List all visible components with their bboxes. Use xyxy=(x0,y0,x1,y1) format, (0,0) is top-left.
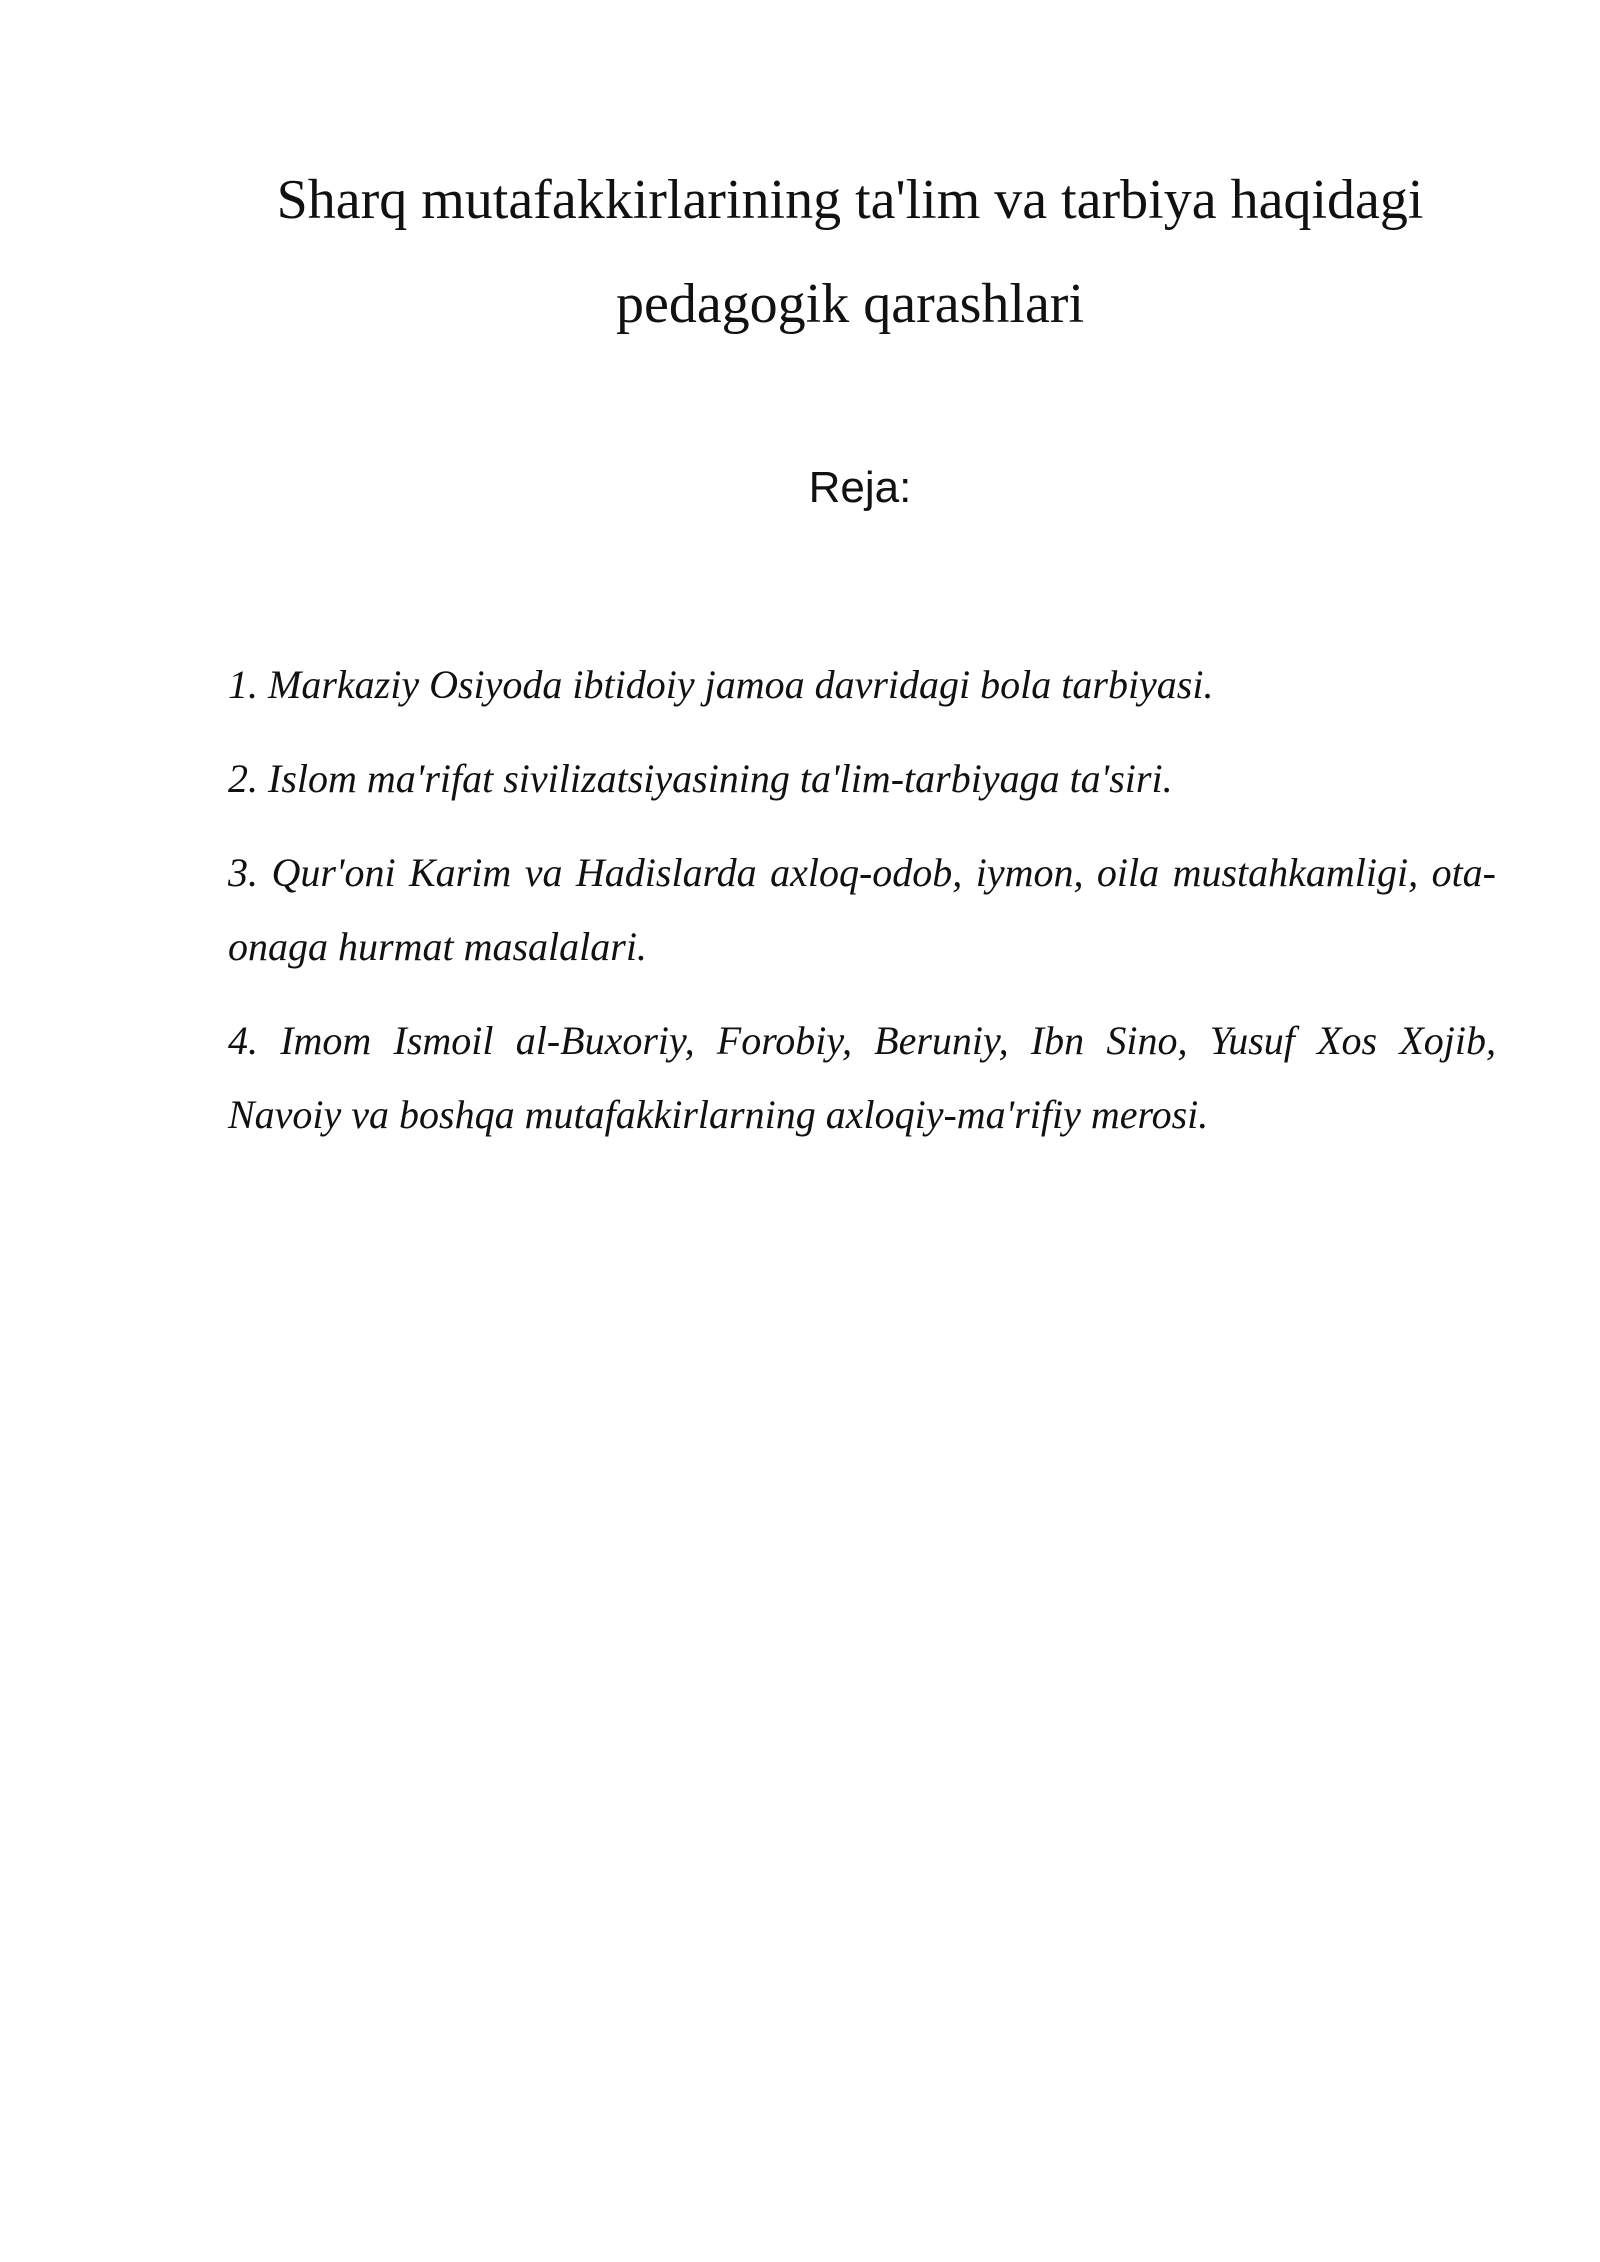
document-title xyxy=(200,148,1500,356)
title-line-1: Sharq mutafakkirlarining ta'lim va tarbiya haqidagi xyxy=(276,169,1424,231)
plan-item-4: 4. Imom Ismoil al-Buxoriy, Forobiy, Beruniy, Ibn Sino, Yusuf Xos Xojib, Navoiy va boshqa mutafakkirlarning axloqiy-ma'rifiy merosi. xyxy=(228,1018,1496,1137)
plan-item-3: 3. Qur'oni Karim va Hadislarda axloq-odob, iymon, oila mustahkamligi, ota-onaga hurmat masalalari. xyxy=(228,850,1496,969)
plan-item-1: 1. Markaziy Osiyoda ibtidoiy jamoa davridagi bola tarbiyasi. xyxy=(228,662,1214,707)
plan-item-2: 2. Islom ma'rifat sivilizatsiyasining ta'lim-tarbiyaga ta'siri. xyxy=(228,756,1173,801)
title-line-2: pedagogik qarashlari xyxy=(615,273,1085,335)
plan-heading: Reja: xyxy=(808,463,912,512)
plan-list xyxy=(228,648,1496,1172)
